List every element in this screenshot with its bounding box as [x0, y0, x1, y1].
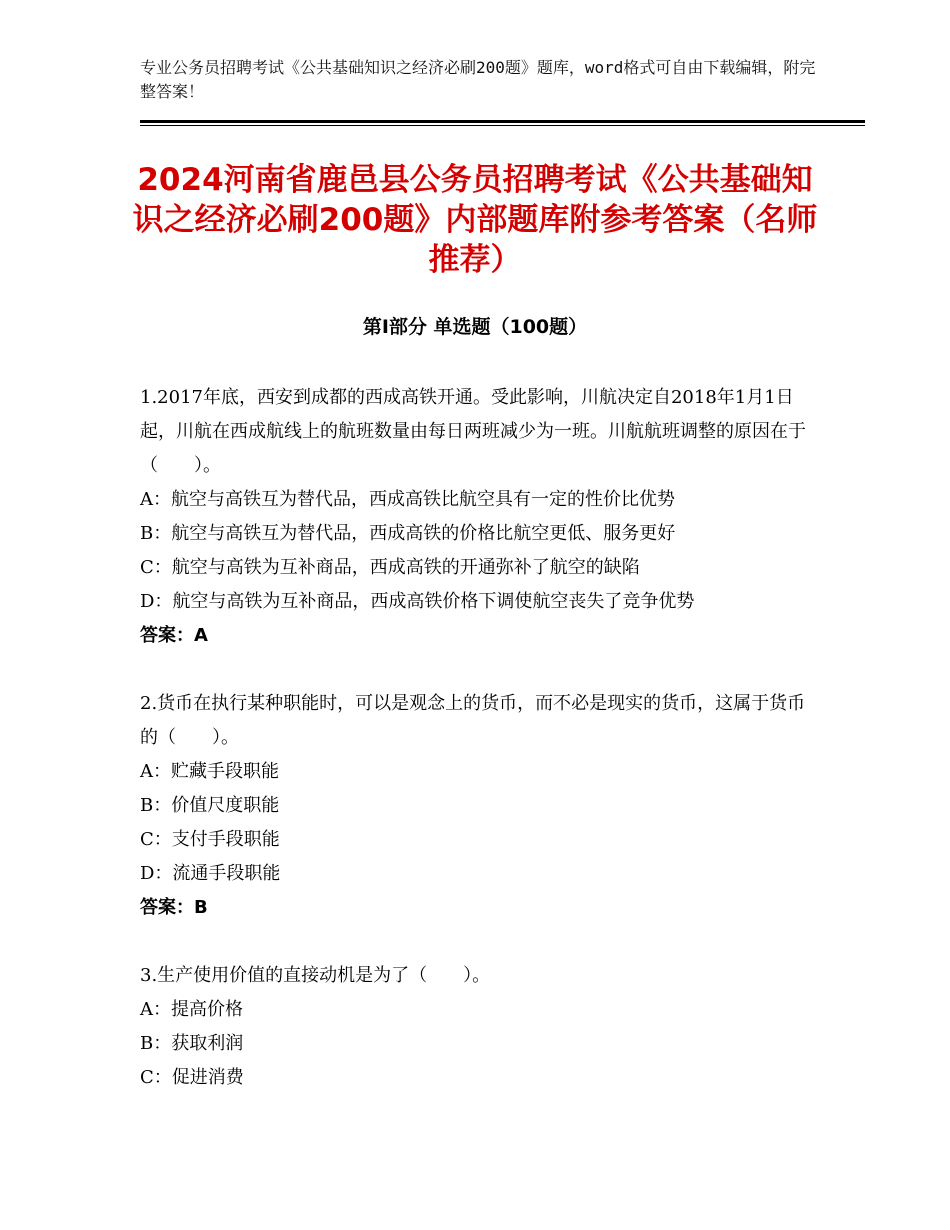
header-rule-thin: [140, 125, 865, 126]
option-b: B：获取利润: [140, 1033, 244, 1054]
header-note: 专业公务员招聘考试《公共基础知识之经济必刷200题》题库，word格式可自由下载编辑，附完整答案！: [140, 58, 816, 101]
question-stem: 2.货币在执行某种职能时，可以是观念上的货币，而不必是现实的货币，这属于货币的（ ）。: [140, 693, 806, 748]
option-c: C：促进消费: [140, 1067, 244, 1088]
question-stem: 1.2017年底，西安到成都的西成高铁开通。受此影响，川航决定自2018年1月1日起，川航在西成航线上的航班数量由每日两班减少为一班。川航航班调整的原因在于（ ）。: [140, 387, 806, 476]
option-d: D：航空与高铁为互补商品，西成高铁价格下调使航空丧失了竞争优势: [140, 591, 695, 612]
option-a: A：航空与高铁互为替代品，西成高铁比航空具有一定的性价比优势: [140, 489, 675, 510]
question-2: [140, 687, 820, 925]
option-b: B：航空与高铁互为替代品，西成高铁的价格比航空更低、服务更好: [140, 523, 676, 544]
header-rule-thick: [140, 120, 865, 123]
question-3: [140, 959, 820, 1095]
question-stem: 3.生产使用价值的直接动机是为了（ ）。: [140, 965, 491, 986]
option-d: D：流通手段职能: [140, 863, 281, 884]
option-c: C：支付手段职能: [140, 829, 280, 850]
question-1: [140, 381, 820, 653]
option-c: C：航空与高铁为互补商品，西成高铁的开通弥补了航空的缺陷: [140, 557, 640, 578]
option-a: A：贮藏手段职能: [140, 761, 279, 782]
answer: 答案：A: [140, 625, 208, 646]
document-title: 2024河南省鹿邑县公务员招聘考试《公共基础知识之经济必刷200题》内部题库附参考答案（名师推荐）: [132, 162, 818, 278]
answer: 答案：B: [140, 897, 208, 918]
section-title: 第Ⅰ部分 单选题（100题）: [362, 316, 588, 338]
option-b: B：价值尺度职能: [140, 795, 280, 816]
option-a: A：提高价格: [140, 999, 243, 1020]
